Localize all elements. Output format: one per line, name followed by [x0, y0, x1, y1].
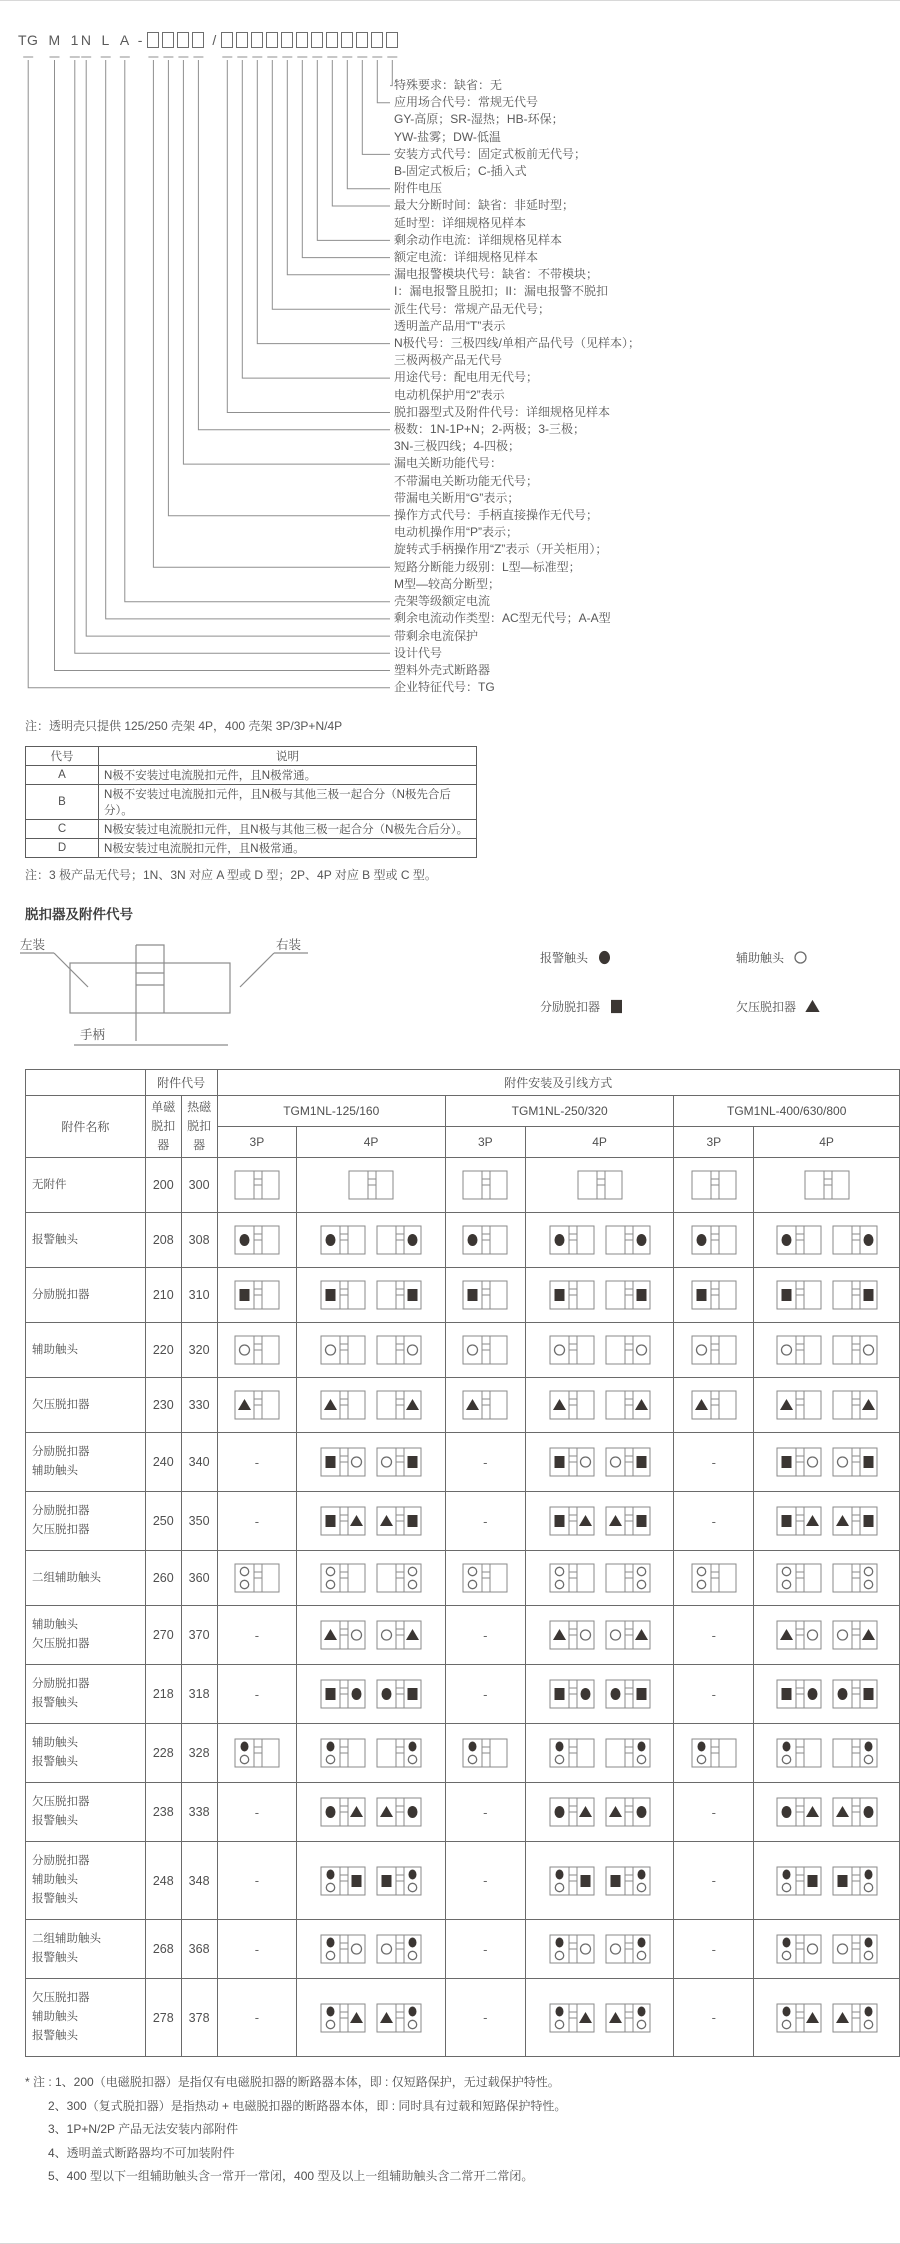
code-callout: 短路分断能力级别：L型—标准型； M型—较高分断型；: [394, 559, 581, 591]
accessory-name: 分励脱扣器 欠压脱扣器: [26, 1492, 146, 1551]
code-callout: 特殊要求：缺省：无: [394, 78, 503, 92]
table-row: 分励脱扣器 欠压脱扣器 250 350 - - -: [26, 1492, 900, 1551]
breaker-diagram: [462, 1169, 508, 1201]
breaker-diagram: [832, 1334, 878, 1366]
accessory-name: 欠压脱扣器: [26, 1378, 146, 1433]
mounting-and-legend: [0, 933, 900, 1061]
accessory-name: 分励脱扣器 辅助触头 报警触头: [26, 1842, 146, 1920]
code-callout: 漏电报警模块代号：缺省：不带模块； I：漏电报警且脱扣；II：漏电报警不脱扣: [394, 267, 609, 299]
magnetic-code: 208: [145, 1213, 181, 1268]
col-header-frame-125: TGM1NL-125/160: [217, 1096, 445, 1127]
breaker-diagram: [376, 1505, 422, 1537]
code-letter: 1: [70, 32, 79, 48]
code-box: [251, 32, 263, 48]
magnetic-code: 248: [145, 1842, 181, 1920]
table-row: [26, 1551, 900, 1606]
breaker-diagram: [776, 1389, 822, 1421]
legend-label: 分励脱扣器: [540, 1000, 601, 1014]
legend-item: [540, 998, 736, 1015]
breaker-diagram: [320, 1933, 366, 1965]
col-header-thermal: 热磁脱扣器: [181, 1096, 217, 1158]
col-header-3p: 3P: [445, 1127, 525, 1158]
breaker-diagram: [320, 1279, 366, 1311]
table-row: 欠压脱扣器 报警触头 238 338 - - -: [26, 1783, 900, 1842]
thermal-code: 320: [181, 1323, 217, 1378]
breaker-diagram: [691, 1737, 737, 1769]
breaker-diagram: [691, 1224, 737, 1256]
breaker-diagram: [691, 1389, 737, 1421]
magnetic-code: 228: [145, 1724, 181, 1783]
code-box: [221, 32, 233, 48]
footnote: * 注 : 1、200（电磁脱扣器）是指仅有电磁脱扣器的断路器本体，即 : 仅短路保护，无过载保护特性。: [25, 2075, 560, 2089]
col-header-4p: 4P: [754, 1127, 900, 1158]
breaker-diagram: [320, 2002, 366, 2034]
col-header-accessory-code: 附件代号: [145, 1070, 217, 1096]
legend-item: [736, 998, 900, 1015]
breaker-diagram: [832, 1933, 878, 1965]
alarm-contact-icon: [596, 949, 613, 966]
code-letter: M: [48, 32, 61, 48]
code-callout: 安装方式代号：固定式板前无代号； B-固定式板后；C-插入式: [394, 146, 587, 179]
table-row: 分励脱扣器 辅助触头 报警触头 248 348 - - -: [26, 1842, 900, 1920]
breaker-diagram: [320, 1224, 366, 1256]
breaker-diagram: [776, 1865, 822, 1897]
code-callout: N极代号：三极四线/单相产品代号（见样本）； 三极两极产品无代号: [394, 336, 641, 368]
breaker-diagram: [320, 1446, 366, 1478]
magnetic-code: 220: [145, 1323, 181, 1378]
accessory-name: 无附件: [26, 1158, 146, 1213]
thermal-code: 310: [181, 1268, 217, 1323]
magnetic-code: 230: [145, 1378, 181, 1433]
breaker-diagram: [832, 1562, 878, 1594]
legend: [540, 949, 900, 1015]
table-row: A N极不安装过电流脱扣元件，且N极常通。: [26, 766, 477, 785]
magnetic-code: 210: [145, 1268, 181, 1323]
code-box: [311, 32, 323, 48]
breaker-diagram: [776, 2002, 822, 2034]
breaker-diagram: [549, 1796, 595, 1828]
breaker-diagram: [376, 1562, 422, 1594]
breaker-diagram: [549, 1737, 595, 1769]
code-box: [192, 32, 204, 48]
legend-label: 辅助触头: [736, 951, 785, 965]
npole-code-table: [25, 746, 477, 858]
thermal-code: 370: [181, 1606, 217, 1665]
legend-label: 欠压脱扣器: [736, 1000, 797, 1014]
col-header-accessory-name: 附件名称: [26, 1096, 146, 1158]
thermal-code: 330: [181, 1378, 217, 1433]
aux-contact-icon: [792, 949, 809, 966]
breaker-diagram: [605, 1865, 651, 1897]
table-header-row: [26, 1070, 900, 1096]
breaker-diagram: [691, 1279, 737, 1311]
breaker-diagram: [605, 1737, 651, 1769]
magnetic-code: 268: [145, 1920, 181, 1979]
code-letter: A: [119, 32, 130, 48]
code-callout: 应用场合代号：常规无代号 GY-高原；SR-湿热；HB-环保； YW-盐雾；DW-低温: [394, 95, 564, 144]
thermal-code: 318: [181, 1665, 217, 1724]
accessory-name: 报警触头: [26, 1213, 146, 1268]
thermal-code: 308: [181, 1213, 217, 1268]
breaker-diagram: [691, 1562, 737, 1594]
code-box: [386, 32, 398, 48]
code-separator: -: [137, 32, 143, 48]
accessory-name: 欠压脱扣器 辅助触头 报警触头: [26, 1979, 146, 2057]
legend-label: 报警触头: [540, 951, 589, 965]
code-letter: TG: [18, 32, 39, 48]
code-box: [177, 32, 189, 48]
npole-table-body: [26, 766, 477, 858]
col-header-3p: 3P: [674, 1127, 754, 1158]
breaker-diagram: [462, 1279, 508, 1311]
code-box: [266, 32, 278, 48]
col-header-description: 说明: [99, 747, 477, 766]
breaker-diagram: [348, 1169, 394, 1201]
breaker-diagram: [234, 1334, 280, 1366]
thermal-code: 350: [181, 1492, 217, 1551]
breaker-diagram: [832, 1619, 878, 1651]
breaker-diagram: [605, 1678, 651, 1710]
code-letter: L: [101, 32, 110, 48]
breaker-diagram: [320, 1505, 366, 1537]
code-callout: 带剩余电流保护: [394, 628, 479, 643]
code-callout: 额定电流：详细规格见样本: [394, 250, 539, 265]
breaker-diagram: [320, 1389, 366, 1421]
breaker-diagram: [605, 1505, 651, 1537]
breaker-diagram: [577, 1169, 623, 1201]
footnote: 3、1P+N/2P 产品无法安装内部附件: [48, 2122, 239, 2136]
breaker-diagram: [320, 1678, 366, 1710]
table-row: [26, 1724, 900, 1783]
breaker-diagram: [605, 1389, 651, 1421]
thermal-code: 360: [181, 1551, 217, 1606]
breaker-diagram: [549, 1389, 595, 1421]
breaker-diagram: [605, 1562, 651, 1594]
code-box: [147, 32, 159, 48]
breaker-diagram: [549, 1224, 595, 1256]
breaker-diagram: [549, 1279, 595, 1311]
code-callout: 脱扣器型式及附件代号：详细规格见样本: [394, 404, 611, 419]
accessory-name: 分励脱扣器: [26, 1268, 146, 1323]
breaker-diagram: [549, 1334, 595, 1366]
breaker-diagram: [462, 1224, 508, 1256]
breaker-diagram: [832, 1678, 878, 1710]
thermal-code: 340: [181, 1433, 217, 1492]
accessory-name: 辅助触头 欠压脱扣器: [26, 1606, 146, 1665]
breaker-diagram: [776, 1737, 822, 1769]
breaker-diagram: [549, 1933, 595, 1965]
accessory-name: 分励脱扣器 报警触头: [26, 1665, 146, 1724]
breaker-diagram: [605, 1279, 651, 1311]
breaker-diagram: [776, 1678, 822, 1710]
code-box: [356, 32, 368, 48]
breaker-diagram: [691, 1169, 737, 1201]
code-callouts: [394, 77, 900, 696]
magnetic-code: 240: [145, 1433, 181, 1492]
breaker-diagram: [320, 1796, 366, 1828]
model-code-diagram: [18, 15, 900, 711]
breaker-diagram: [832, 1865, 878, 1897]
breaker-diagram: [776, 1933, 822, 1965]
legend-item: [540, 949, 736, 966]
footnotes: [25, 2071, 900, 2189]
breaker-diagram: [376, 1678, 422, 1710]
breaker-diagram: [549, 1446, 595, 1478]
transparent-shell-note: 注：透明壳只提供 125/250 壳架 4P，400 壳架 3P/3P+N/4P: [25, 719, 343, 733]
code-letter: N: [80, 32, 92, 48]
breaker-diagram: [462, 1389, 508, 1421]
code-box: [162, 32, 174, 48]
breaker-diagram: [320, 1619, 366, 1651]
breaker-diagram: [691, 1334, 737, 1366]
table-row: 分励脱扣器 报警触头 218 318 - - -: [26, 1665, 900, 1724]
left-mount-label: 左装: [20, 938, 46, 952]
breaker-diagram: [605, 1224, 651, 1256]
table-row: [26, 1158, 900, 1213]
table-row: D N极安装过电流脱扣元件，且N极常通。: [26, 839, 477, 858]
table-row: [26, 1323, 900, 1378]
code-box: [371, 32, 383, 48]
col-header-4p: 4P: [525, 1127, 674, 1158]
breaker-diagram: [376, 1446, 422, 1478]
table-row: [26, 1213, 900, 1268]
breaker-diagram: [832, 1446, 878, 1478]
breaker-diagram: [549, 1619, 595, 1651]
col-header-magnetic: 单磁脱扣器: [145, 1096, 181, 1158]
table-row: 欠压脱扣器 辅助触头 报警触头 278 378 - - -: [26, 1979, 900, 2057]
breaker-diagram: [776, 1334, 822, 1366]
accessories-table-body: [26, 1158, 900, 2057]
breaker-diagram: [549, 2002, 595, 2034]
right-mount-label: 右装: [276, 938, 302, 952]
legend-item: [736, 949, 900, 966]
col-header-code: 代号: [26, 747, 99, 766]
table-row: 二组辅助触头 报警触头 268 368 - - -: [26, 1920, 900, 1979]
breaker-diagram: [376, 1389, 422, 1421]
thermal-code: 348: [181, 1842, 217, 1920]
breaker-diagram: [376, 1619, 422, 1651]
accessory-name: 分励脱扣器 辅助触头: [26, 1433, 146, 1492]
accessory-name: 二组辅助触头: [26, 1551, 146, 1606]
magnetic-code: 278: [145, 1979, 181, 2057]
breaker-diagram: [462, 1737, 508, 1769]
accessory-name: 二组辅助触头 报警触头: [26, 1920, 146, 1979]
breaker-diagram: [776, 1505, 822, 1537]
breaker-diagram: [234, 1389, 280, 1421]
breaker-diagram: [605, 2002, 651, 2034]
breaker-diagram: [376, 1737, 422, 1769]
magnetic-code: 218: [145, 1665, 181, 1724]
code-callout: 派生代号：常规产品无代号； 透明盖产品用“T”表示: [394, 301, 551, 333]
code-callout: 操作方式代号：手柄直接操作无代号； 电动机操作用“P”表示； 旋转式手柄操作用“Z”表示（开关柜用）；: [394, 508, 608, 557]
thermal-code: 300: [181, 1158, 217, 1213]
thermal-code: 338: [181, 1783, 217, 1842]
accessory-name: 辅助触头 报警触头: [26, 1724, 146, 1783]
col-header-frame-250: TGM1NL-250/320: [445, 1096, 673, 1127]
breaker-diagram: [605, 1796, 651, 1828]
breaker-diagram: [832, 1505, 878, 1537]
code-callout: 附件电压: [394, 181, 443, 196]
col-header-4p: 4P: [297, 1127, 446, 1158]
code-callout: 极数：1N-1P+N；2-两极；3-三极； 3N-三极四线；4-四极；: [394, 422, 586, 454]
section-title-accessories: 脱扣器及附件代号: [25, 907, 133, 922]
breaker-diagram: [234, 1169, 280, 1201]
breaker-diagram: [376, 1334, 422, 1366]
table-row: C N极安装过电流脱扣元件，且N极与其他三极一起合分（N极先合后分）。: [26, 820, 477, 839]
code-box: [326, 32, 338, 48]
shunt-release-icon: [608, 998, 625, 1015]
breaker-diagram: [832, 1279, 878, 1311]
breaker-diagram: [320, 1562, 366, 1594]
breaker-diagram: [776, 1562, 822, 1594]
code-callout: 企业特征代号：TG: [394, 680, 495, 695]
breaker-diagram: [376, 1865, 422, 1897]
accessory-name: 欠压脱扣器 报警触头: [26, 1783, 146, 1842]
accessory-name: 辅助触头: [26, 1323, 146, 1378]
code-separator: /: [212, 32, 217, 48]
breaker-diagram: [320, 1737, 366, 1769]
thermal-code: 328: [181, 1724, 217, 1783]
breaker-diagram: [776, 1619, 822, 1651]
breaker-diagram: [549, 1865, 595, 1897]
thermal-code: 378: [181, 1979, 217, 2057]
breaker-diagram: [776, 1796, 822, 1828]
breaker-diagram: [376, 2002, 422, 2034]
breaker-diagram: [832, 1389, 878, 1421]
table-row: [26, 1378, 900, 1433]
code-box: [341, 32, 353, 48]
code-box: [281, 32, 293, 48]
breaker-diagram: [549, 1562, 595, 1594]
breaker-diagram: [605, 1933, 651, 1965]
breaker-diagram: [376, 1224, 422, 1256]
model-code: [18, 29, 398, 51]
code-callout: 最大分断时间：缺省：非延时型； 延时型：详细规格见样本: [394, 198, 575, 230]
magnetic-code: 270: [145, 1606, 181, 1665]
breaker-diagram: [605, 1446, 651, 1478]
code-callout: 漏电关断功能代号： 不带漏电关断功能无代号； 带漏电关断用“G”表示；: [394, 456, 539, 505]
col-header-3p: 3P: [217, 1127, 297, 1158]
breaker-diagram: [234, 1562, 280, 1594]
breaker-diagram: [832, 1224, 878, 1256]
code-callout: 设计代号: [394, 645, 443, 660]
footnote: 2、300（复式脱扣器）是指热动 + 电磁脱扣器的断路器本体，即 : 同时具有过载和短路保护特性。: [48, 2098, 567, 2113]
breaker-diagram: [462, 1334, 508, 1366]
corner-cell: [26, 1070, 146, 1096]
breaker-diagram: [832, 1796, 878, 1828]
footnote: 5、400 型以下一组辅助触头含一常开一常闭，400 型及以上一组辅助触头含二常开二常闭。: [48, 2169, 534, 2183]
npole-note: 注：3 极产品无代号；1N、3N 对应 A 型或 D 型；2P、4P 对应 B 型或 C 型。: [25, 868, 437, 882]
undervoltage-release-icon: [804, 998, 821, 1015]
breaker-mounting-diagram: [18, 933, 348, 1055]
code-callout: 塑料外壳式断路器: [394, 662, 491, 677]
col-header-install: 附件安装及引线方式: [217, 1070, 899, 1096]
breaker-diagram: [376, 1279, 422, 1311]
breaker-diagram: [234, 1224, 280, 1256]
code-callout: 壳架等级额定电流: [394, 594, 491, 609]
breaker-diagram: [376, 1933, 422, 1965]
code-callout: 剩余动作电流：详细规格见样本: [394, 232, 563, 247]
breaker-diagram: [234, 1737, 280, 1769]
code-box: [296, 32, 308, 48]
breaker-diagram: [776, 1279, 822, 1311]
breaker-diagram: [320, 1334, 366, 1366]
table-row: 辅助触头 欠压脱扣器 270 370 - - -: [26, 1606, 900, 1665]
breaker-diagram: [605, 1334, 651, 1366]
breaker-diagram: [605, 1619, 651, 1651]
breaker-diagram: [549, 1678, 595, 1710]
footnote: 4、透明盖式断路器均不可加装附件: [48, 2145, 235, 2160]
magnetic-code: 200: [145, 1158, 181, 1213]
table-row: 分励脱扣器 辅助触头 240 340 - - -: [26, 1433, 900, 1492]
col-header-frame-400: TGM1NL-400/630/800: [674, 1096, 900, 1127]
handle-label: 手柄: [80, 1028, 106, 1042]
code-callout: 剩余电流动作类型：AC型无代号；A-A型: [394, 611, 611, 626]
breaker-diagram: [832, 1737, 878, 1769]
breaker-diagram: [234, 1279, 280, 1311]
accessories-table: [25, 1069, 900, 2057]
code-box: [236, 32, 248, 48]
breaker-diagram: [804, 1169, 850, 1201]
code-callout: 用途代号：配电用无代号； 电动机保护用“2”表示: [394, 370, 539, 402]
table-header-row: [26, 747, 477, 766]
breaker-diagram: [776, 1224, 822, 1256]
breaker-diagram: [549, 1505, 595, 1537]
breaker-diagram: [462, 1562, 508, 1594]
magnetic-code: 238: [145, 1783, 181, 1842]
table-row: B N极不安装过电流脱扣元件，且N极与其他三极一起合分（N极先合后分）。: [26, 785, 477, 820]
table-row: [26, 1268, 900, 1323]
breaker-diagram: [832, 2002, 878, 2034]
breaker-diagram: [376, 1796, 422, 1828]
magnetic-code: 250: [145, 1492, 181, 1551]
breaker-diagram: [320, 1865, 366, 1897]
magnetic-code: 260: [145, 1551, 181, 1606]
table-header-row: [26, 1096, 900, 1127]
breaker-diagram: [776, 1446, 822, 1478]
thermal-code: 368: [181, 1920, 217, 1979]
